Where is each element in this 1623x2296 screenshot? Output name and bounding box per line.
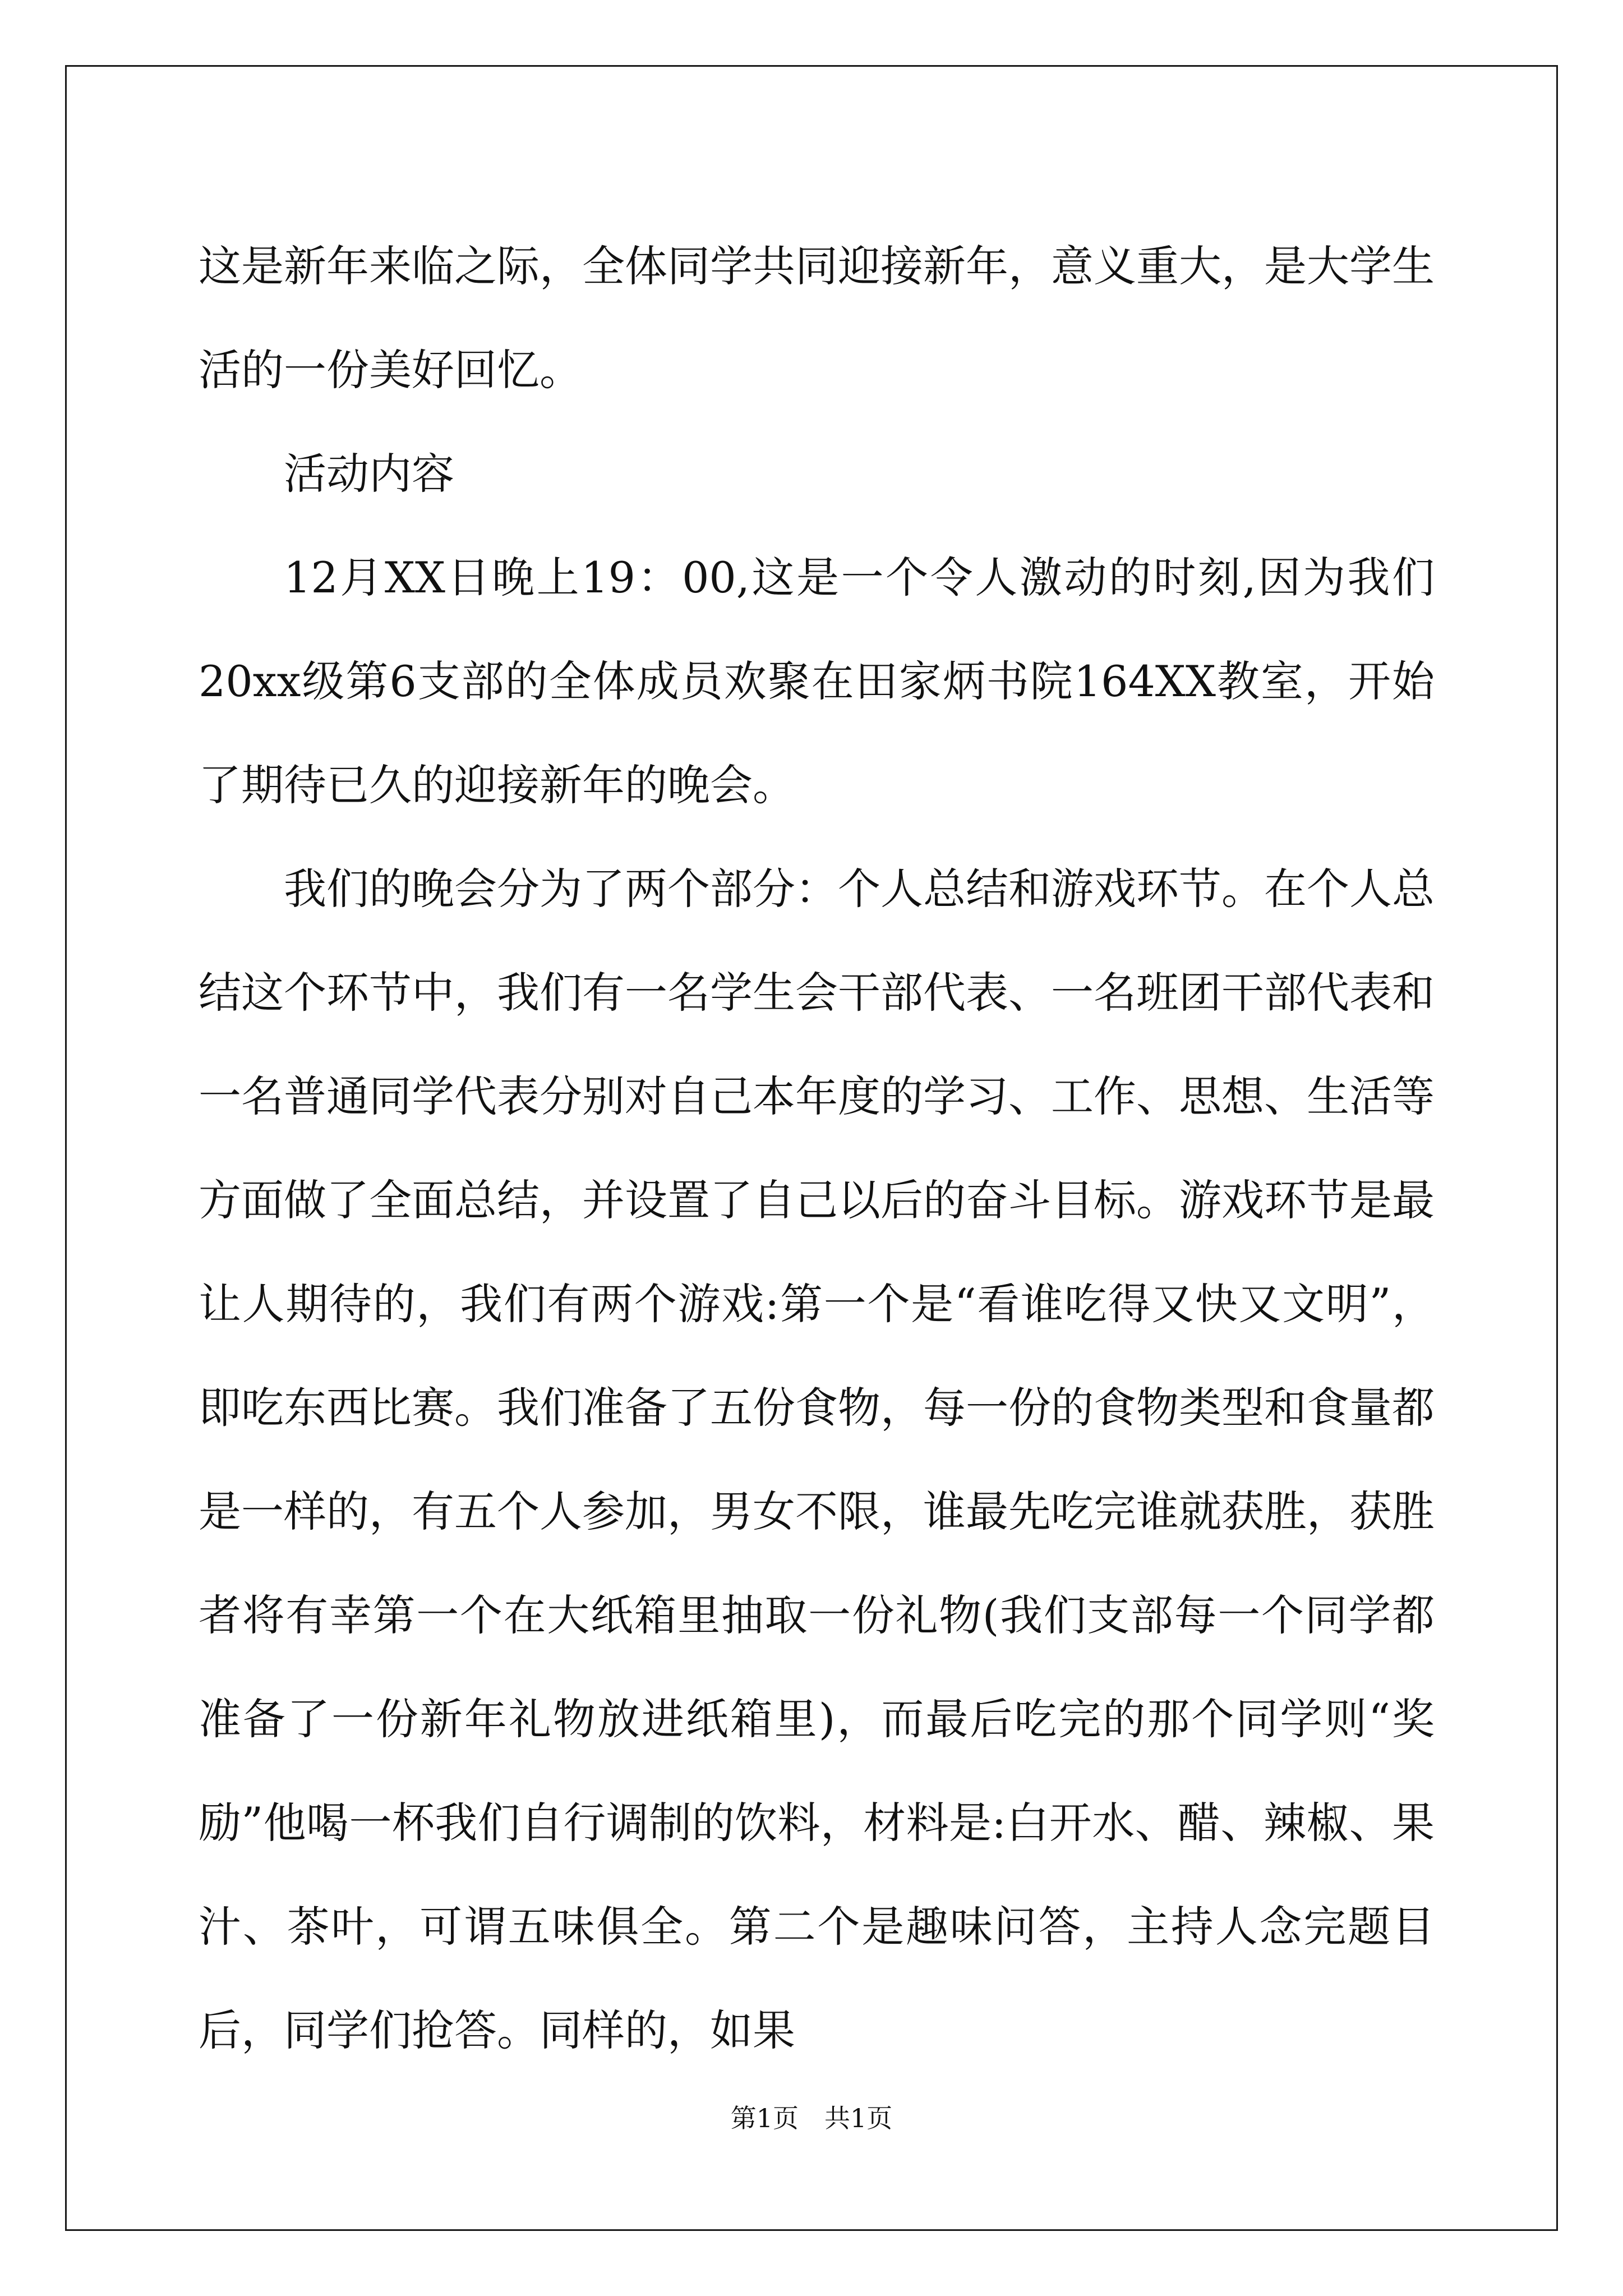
paragraph-party-parts: 我们的晚会分为了两个部分：个人总结和游戏环节。在个人总结这个环节中，我们有一名学生会干部代表、一名班团干部代表和一名普通同学代表分别对自己本年度的学习、工作、思想、生活等方面做了全面总结，并设置了自己以后的奋斗目标。游戏环节是最让人期待的，我们有两个游戏:第一个是“看谁吃得又快又文明”，即吃东西比赛。我们准备了五份食物，每一份的食物类型和食量都是一样的，有五个人参加，男女不限，谁最先吃完谁就获胜，获胜者将有幸第一个在大纸箱里抽取一份礼物(我们支部每一个同学都准备了一份新年礼物放进纸箱里)，而最后吃完的那个同学则“奖励”他喝一杯我们自行调制的饮料，材料是:白开水、醋、辣椒、果汁、茶叶，可谓五味俱全。第二个是趣味问答，主持人念完题目后，同学们抢答。同样的，如果	[199, 864, 1435, 2055]
document-body	[199, 214, 1435, 2082]
paragraph-event-time: 12月XX日晚上19：00,这是一个令人激动的时刻,因为我们20xx级第6支部的全体成员欢聚在田家炳书院164XX教室，开始了期待已久的迎接新年的晚会。	[199, 553, 1435, 810]
paragraph-intro-closing: 这是新年来临之际，全体同学共同迎接新年，意义重大，是大学生活的一份美好回忆。	[199, 241, 1435, 395]
page-number-footer: 第1页 共1页	[730, 2103, 893, 2133]
section-heading-activity-content: 活动内容	[284, 449, 454, 499]
